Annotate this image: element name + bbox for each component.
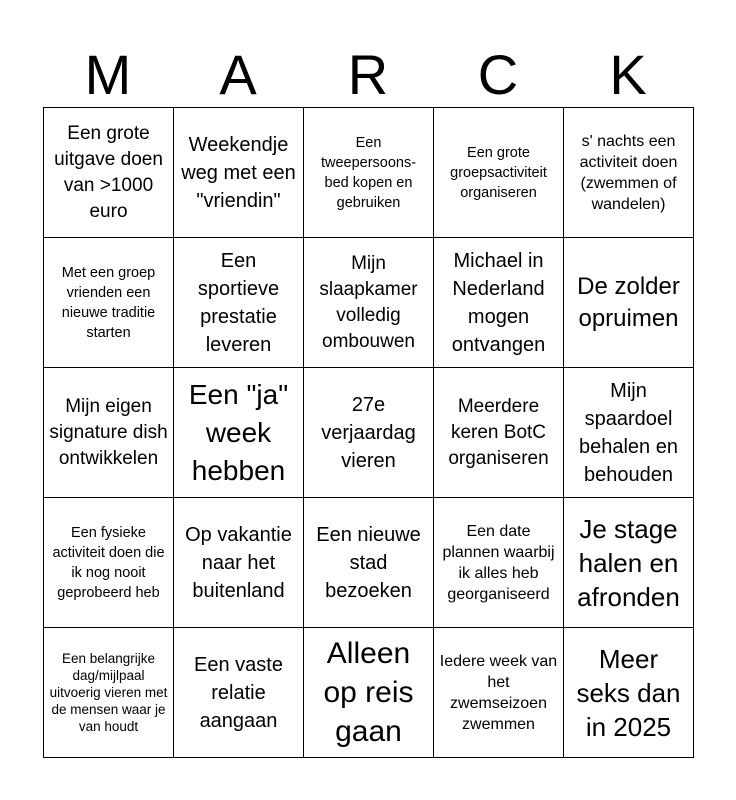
cell-text: Een fysieke activiteit doen die ik nog nooit geprobeerd heb [52, 524, 165, 601]
cell-text: Michael in Nederland mogen ontvangen [451, 249, 546, 356]
bingo-cell[interactable] [44, 498, 174, 628]
bingo-cell[interactable] [44, 368, 174, 498]
bingo-row [44, 368, 694, 498]
cell-text: Een grote uitgave doen van >1000 euro [54, 122, 163, 222]
cell-text: Meerdere keren BotC organiseren [448, 395, 549, 469]
cell-text: Alleen op reis gaan [323, 637, 414, 748]
cell-text: Je stage halen en afronden [577, 513, 680, 612]
bingo-row [44, 498, 694, 628]
bingo-cell[interactable] [434, 108, 564, 238]
bingo-cell[interactable] [44, 238, 174, 368]
cell-text: Een grote groepsactiviteit organiseren [450, 144, 547, 201]
bingo-cell[interactable] [564, 498, 694, 628]
bingo-cell[interactable] [174, 238, 304, 368]
cell-text: 27e verjaardag vieren [321, 393, 416, 472]
bingo-cell[interactable] [564, 108, 694, 238]
bingo-cell[interactable] [304, 238, 434, 368]
header-letter: C [477, 43, 519, 106]
cell-text: Meer seks dan in 2025 [576, 643, 681, 742]
header-letter: A [219, 43, 257, 106]
cell-text: Weekendje weg met een "vriendin" [181, 133, 296, 212]
cell-text: Iedere week van het zwemseizoen zwemmen [439, 652, 558, 733]
header-letter: K [609, 43, 647, 106]
bingo-cell[interactable] [174, 628, 304, 758]
bingo-cell[interactable] [174, 108, 304, 238]
cell-text: Mijn slaapkamer volledig ombouwen [319, 252, 418, 352]
bingo-cell[interactable] [434, 368, 564, 498]
bingo-grid [43, 107, 694, 758]
bingo-cell[interactable] [44, 108, 174, 238]
bingo-cell[interactable] [564, 368, 694, 498]
header-letter: M [84, 43, 132, 106]
bingo-row [44, 628, 694, 758]
bingo-cell[interactable] [44, 628, 174, 758]
bingo-cell[interactable] [174, 368, 304, 498]
cell-text: Een sportieve prestatie leveren [197, 249, 280, 356]
bingo-cell[interactable] [434, 628, 564, 758]
bingo-cell[interactable] [434, 238, 564, 368]
cell-text: Met een groep vrienden een nieuwe traditie starten [61, 264, 156, 341]
cell-text: Een tweepersoons-bed kopen en gebruiken [320, 134, 417, 211]
bingo-cell[interactable] [564, 628, 694, 758]
bingo-row [44, 108, 694, 238]
bingo-row [44, 238, 694, 368]
cell-text: Een belangrijke dag/mijlpaal uitvoerig vieren met de mensen waar je van houdt [49, 651, 168, 734]
bingo-cell[interactable] [304, 628, 434, 758]
cell-text: s' nachts een activiteit doen (zwemmen of wandelen) [579, 132, 678, 213]
cell-text: Mijn eigen signature dish ontwikkelen [49, 395, 168, 469]
bingo-cell[interactable] [434, 498, 564, 628]
cell-text: Een nieuwe stad bezoeken [316, 523, 421, 602]
cell-text: Een date plannen waarbij ik alles heb georganiseerd [442, 522, 555, 603]
bingo-cell[interactable] [304, 368, 434, 498]
cell-text: Een vaste relatie aangaan [194, 653, 283, 732]
cell-text: Op vakantie naar het buitenland [185, 523, 292, 602]
bingo-cell[interactable] [304, 498, 434, 628]
bingo-cell[interactable] [304, 108, 434, 238]
bingo-cell[interactable] [564, 238, 694, 368]
cell-text: Een "ja" week hebben [188, 378, 289, 486]
cell-text: De zolder opruimen [577, 272, 680, 332]
bingo-cell[interactable] [174, 498, 304, 628]
header-letter: R [347, 43, 389, 106]
cell-text: Mijn spaardoel behalen en behouden [579, 379, 678, 486]
bingo-header [43, 42, 693, 108]
